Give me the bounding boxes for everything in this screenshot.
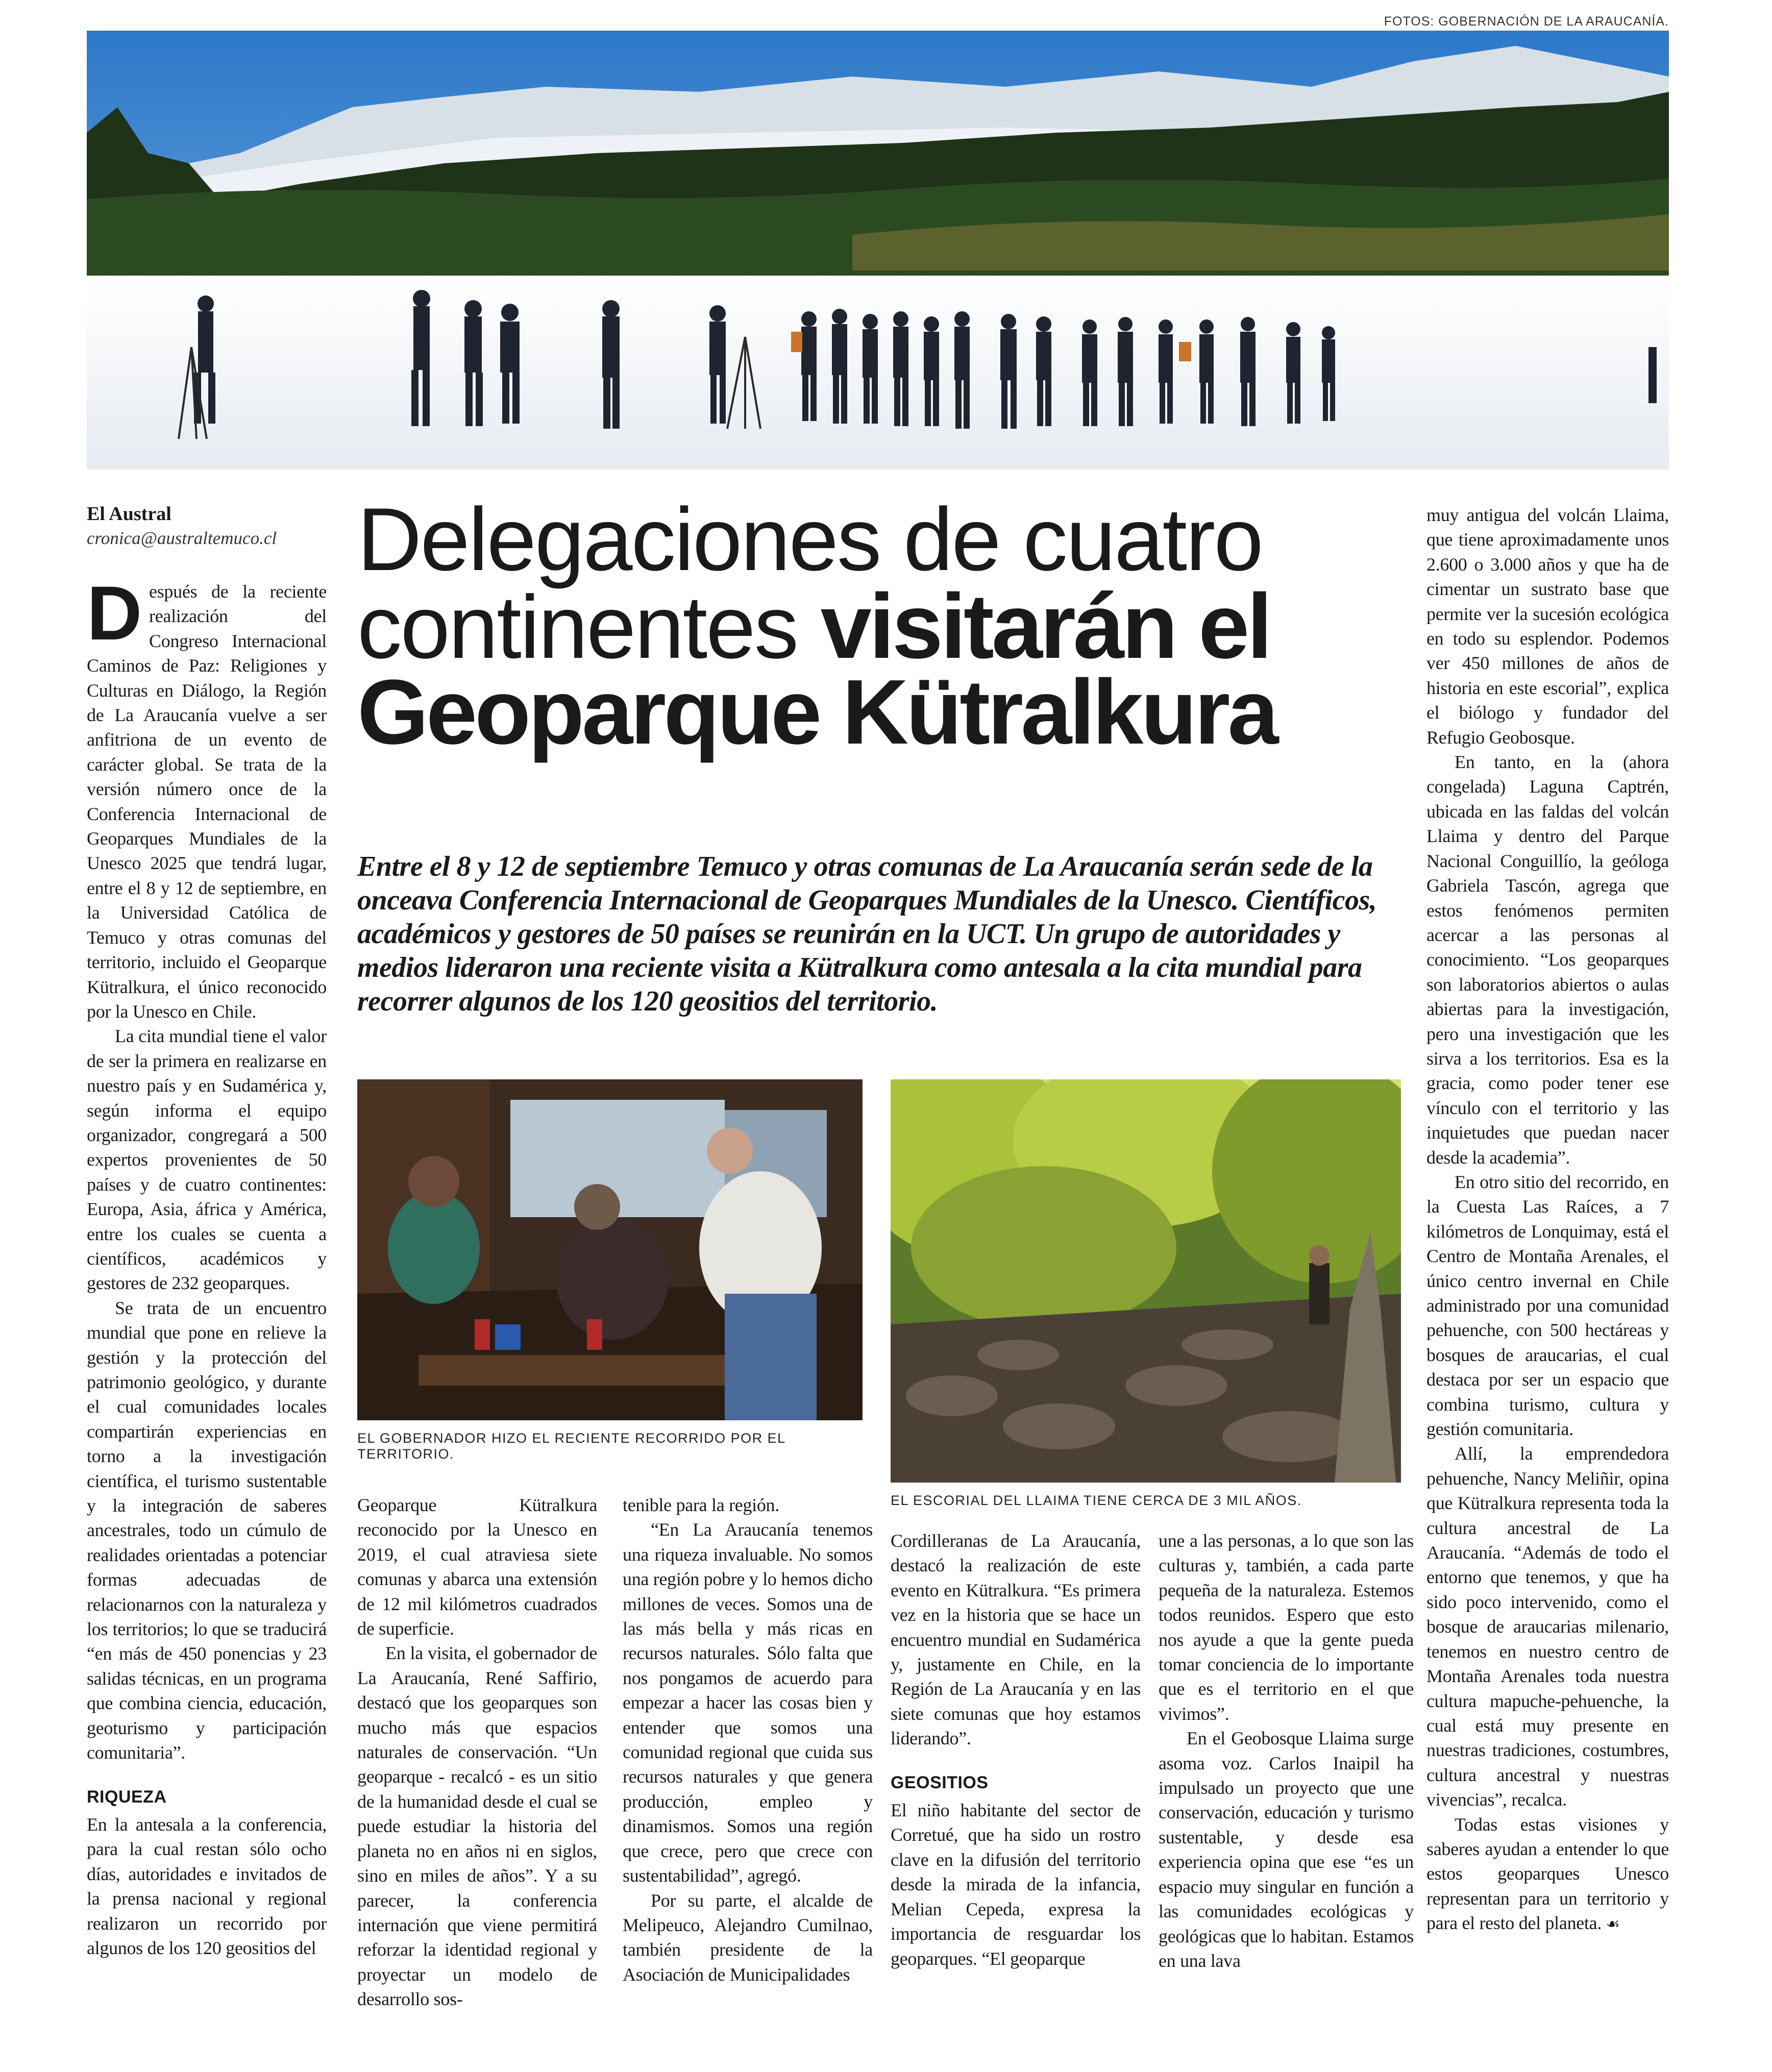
paragraph: “En La Araucanía tenemos una riqueza invaluable. No somos una región pobre y lo hemos dicho millones de veces. Somos una de las más bella y más ricas en recursos naturales. Sólo falta que nos pongamos de acuerdo para empezar a hacer las cosas bien y entender que somos una comunidad regional que cuida sus recursos naturales y que genera producción, empleo y dinamismos. Somos una región que crece, pero que crece con sustentabilidad”, agregó. — [623, 1519, 873, 1886]
forest-lava-image — [891, 1079, 1401, 1483]
lede: Entre el 8 y 12 de septiembre Temuco y otras comunas de La Araucanía serán sede de la onceava Conferencia Internacional de Geoparques Mundiales de la Unesco. Científicos, académicos y gestores de 50 países se reunirán en la UCT. Un grupo de autoridades y medios lideraron una reciente visita a Kütralkura como antesala a la cita mundial para recorrer algunos de los 120 geositios del territorio. — [357, 851, 1377, 1018]
headline — [357, 490, 1414, 763]
paragraph: En el Geobosque Llaima surge asoma voz. Carlos Inaipil ha impulsado un proyecto que une conservación, educación y turismo sustentable, y desde esa experiencia opina que ese “es un espacio muy singular en función a las comunidades ecológicas y geológicas que lo habitan. Estamos en una lava — [1159, 1728, 1414, 1971]
paragraph: tenible para la región. — [623, 1495, 779, 1515]
paragraph-text: Todas estas visiones y saberes ayudan a entender lo que estos geoparques Unesco representan para un territorio y para el resto del planeta. — [1426, 1814, 1669, 1934]
governor-photo — [357, 1079, 863, 1420]
paragraph: Cordilleranas de La Araucanía, destacó la realización de este evento en Kütralkura. “Es primera vez en la historia que se hace un encuentro mundial en Sudamérica y, justamente en Chile, en la Región de La Araucanía y en las siete comunas que hoy estamos liderando”. — [891, 1531, 1141, 1749]
article-column-6 — [1426, 503, 1669, 1937]
paragraph: Se trata de un encuentro mundial que pone en relieve la gestión y la protección del patrimonio geológico, y durante el cual comunidades locales compartirán experiencias en torno a la investigación científica, el turismo sustentable y la integración de saberes ancestrales, todo un cúmulo de realidades orientadas a potenciar formas adecuadas de relacionarnos con la naturaleza y los territorios; lo que se traducirá “en más de 450 ponencias y 23 salidas técnicas, en un programa que combina ciencia, educación, geoturismo y participación comunitaria”. — [87, 1297, 327, 1763]
paragraph: En la visita, el gobernador de La Araucanía, René Saffirio, destacó que los geoparques son mucho más que espacios naturales de conservación. “Un geoparque - recalcó - es un sitio de la humanidad desde el cual se puede estudiar la historia del planeta no en años ni en siglos, sino en miles de años”. Y a su parecer, la conferencia internación que viene permitirá reforzar la identidad regional y proyectar un modelo de desarrollo sos- — [357, 1643, 597, 2010]
article-column-2 — [357, 1493, 597, 2012]
byline-email: cronica@australtemuco.cl — [87, 528, 277, 548]
paragraph: Geoparque Kütralkura reconocido por la Unesco en 2019, el cual atraviesa siete comunas y abarca una extensión de 12 mil kilómetros cuadrados de superficie. — [357, 1495, 597, 1639]
paragraph: Allí, la emprendedora pehuenche, Nancy Meliñir, opina que Kütralkura representa toda la cultura ancestral de La Araucanía. “Además de todo el entorno que tenemos, y que ha sido poco intervenido, como el bosque de araucarias milenario, tenemos en nuestro centro de Montaña Arenales toda nuestra cultura mapuche-pehuenche, la cual está muy presente en nuestras tradiciones, costumbres, cultura ancestral y nuestras vivencias”, recalca. — [1426, 1443, 1669, 1810]
article-column-3 — [623, 1493, 873, 1987]
top-photo — [87, 31, 1669, 470]
subhead-geositios: GEOSITIOS — [891, 1772, 989, 1792]
paragraph: El niño habitante del sector de Corretué, que ha sido un rostro clave en la difusión del territorio desde la mirada de la infancia, Melian Cepeda, expresa la importancia de resguardar los geoparques. “El geoparque — [891, 1800, 1141, 1969]
byline-author: El Austral — [87, 503, 171, 525]
paragraph: En otro sitio del recorrido, en la Cuesta Las Raíces, a 7 kilómetros de Lonquimay, está el Centro de Montaña Arenales, el único centro invernal en Chile administrado por una comunidad pehuenche, con 500 hectáreas y bosques de araucarias, el cual destaca por ser un espacio que combina turismo, cultura y gestión comunitaria. — [1426, 1171, 1669, 1440]
paragraph — [87, 570, 327, 1024]
headline-line-2-bold: visitarán el — [820, 575, 1270, 678]
paragraph: Por su parte, el alcalde de Melipeuco, Alejandro Cumilnao, también presidente de la Asociación de Municipalidades — [623, 1890, 873, 1985]
headline-line-2-light: continentes — [357, 578, 821, 677]
article-column-5 — [1159, 1528, 1414, 1973]
paragraph — [1426, 1812, 1669, 1937]
end-mark-icon: ☙ — [1606, 1915, 1620, 1934]
paragraph: La cita mundial tiene el valor de ser la primera en realizarse en nuestro país y en Sudamérica y, según informa el equipo organizador, congregará a 500 expertos provenientes de 50 países y de cuatro continentes: Europa, Asia, áfrica y América, entre los cuales se cuenta a científicos, académicos y gestores de 232 geoparques. — [87, 1026, 327, 1294]
article-column-4 — [891, 1528, 1141, 1971]
paragraph: En la antesala a la conferencia, para la cual restan sólo ocho días, autoridades e invitados de la prensa nacional y regional realizaron un recorrido por algunos de los 120 geositios del — [87, 1814, 327, 1958]
article-column-1 — [87, 570, 327, 1960]
photo-caption-2: EL ESCORIAL DEL LLAIMA TIENE CERCA DE 3 MIL AÑOS. — [891, 1493, 1302, 1508]
paragraph-text: espués de la reciente realización del Congreso Internacional Caminos de Paz: Religiones y Culturas en Diálogo, la Región de La Araucanía vuelve a ser anfitriona de un evento de carácter global. Se trata de la versión número once de la Conferencia Internacional de Geoparques Mundiales de la Unesco 2025 que tendrá lugar, entre el 8 y 12 de septiembre, en la Universidad Católica de Temuco y otras comunas del territorio, incluido el Geoparque Kütralkura, el único reconocido por la Unesco en Chile. — [87, 581, 327, 1022]
headline-line-1: Delegaciones de cuatro — [357, 490, 1262, 589]
photo-caption-1: EL GOBERNADOR HIZO EL RECIENTE RECORRIDO POR EL TERRITORIO. — [357, 1430, 785, 1462]
paragraph: une a las personas, a lo que son las culturas y, también, a cada parte pequeña de la naturaleza. Estemos todos reunidos. Espero que esto nos ayude a que la gente pueda tomar conciencia de lo importante que es el territorio en el que vivimos”. — [1159, 1531, 1414, 1724]
snow-landscape-image — [87, 31, 1669, 470]
drop-cap: D — [87, 570, 142, 656]
subhead-riqueza: RIQUEZA — [87, 1787, 167, 1807]
paragraph: En tanto, en la (ahora congelada) Laguna Captrén, ubicada en las faldas del volcán Llaima y dentro del Parque Nacional Conguillío, la geóloga Gabriela Tascón, agrega que estos fenómenos permiten acercar a las personas al conocimiento. “Los geoparques son laboratorios abiertos o aulas abiertas para la investigación, pero una investigación que les sirva a los territorios. Esa es la gracia, como poder tener ese vínculo con el territorio y las inquietudes que puedan nacer desde la academia”. — [1426, 752, 1669, 1168]
escorial-photo — [891, 1079, 1401, 1483]
photo-credit: FOTOS: GOBERNACIÓN DE LA ARAUCANÍA. — [1384, 14, 1669, 29]
headline-line-3: Geoparque Kütralkura — [357, 661, 1276, 763]
indoor-meeting-image — [357, 1079, 863, 1420]
paragraph: muy antigua del volcán Llaima, que tiene aproximadamente unos 2.600 o 3.000 años y que ha de cimentar un sustrato base que permite ver la sucesión ecológica en todo su esplendor. Podemos ver 450 millones de años de historia en este escorial”, explica el biólogo y fundador del Refugio Geobosque. — [1426, 505, 1669, 748]
